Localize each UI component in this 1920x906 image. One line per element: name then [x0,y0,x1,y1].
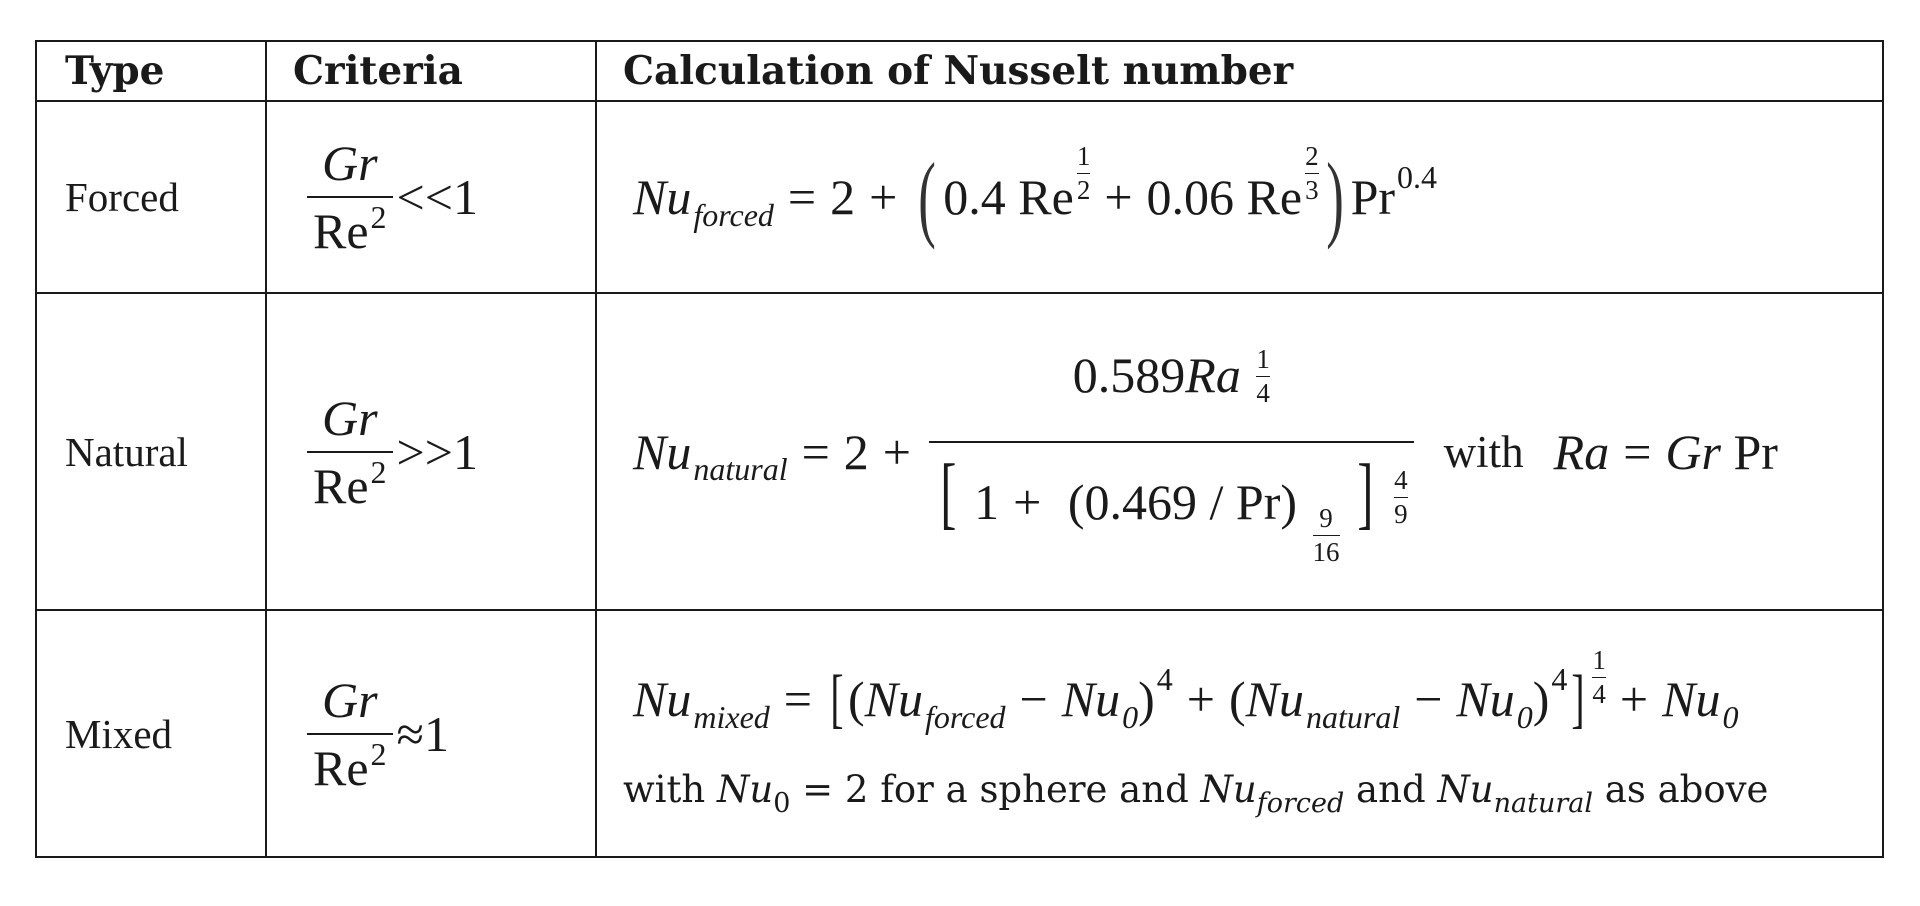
table-row-natural [36,293,1883,610]
header-criteria: Criteria [266,41,596,101]
formula-cell [596,101,1883,293]
header-row [36,41,1883,101]
mixed-note: with $Nu_0 = 2$ for a sphere and $Nu_{forced}$ and $Nu_{natural}$ as above [623,768,1769,819]
formula-cell [596,293,1883,610]
formula-mixed: Nu mixed = [ ( Nu forced − Nu 0 ) 4 + ( Nu natural − Nu 0 ) 4 ] 1 4 + Nu 0 [633,644,1739,735]
formula-forced: Nu forced = 2 + ( 0.4 Re 1 2 + 0.06 Re 2 3 ) Pr 0.4 [633,140,1438,250]
type-cell: Mixed [36,610,266,857]
nusselt-table [35,40,1884,858]
formula-natural: Nu natural = 2 + 0.589Ra $\frac{1}{4}$ [ 1 + (0.469 / Pr) $\frac{9}{16}$ ] $\frac{4}{9}$ with Ra = Gr Pr [633,343,1778,567]
table-row-forced [36,101,1883,293]
type-cell: Forced [36,101,266,293]
criteria-cell [266,101,596,293]
criteria-cell [266,610,596,857]
criteria-expression: $\frac{Gr}{Re^2}$ >>1 [303,389,478,515]
type-cell: Natural [36,293,266,610]
formula-cell [596,610,1883,857]
criteria-cell [266,293,596,610]
header-type: Type [36,41,266,101]
table-row-mixed [36,610,1883,857]
header-calculation: Calculation of Nusselt number [596,41,1883,101]
criteria-expression: $\frac{Gr}{Re^2}$ <<1 [303,134,478,260]
criteria-expression: $\frac{Gr}{Re^2}$ ≈1 [303,671,449,797]
